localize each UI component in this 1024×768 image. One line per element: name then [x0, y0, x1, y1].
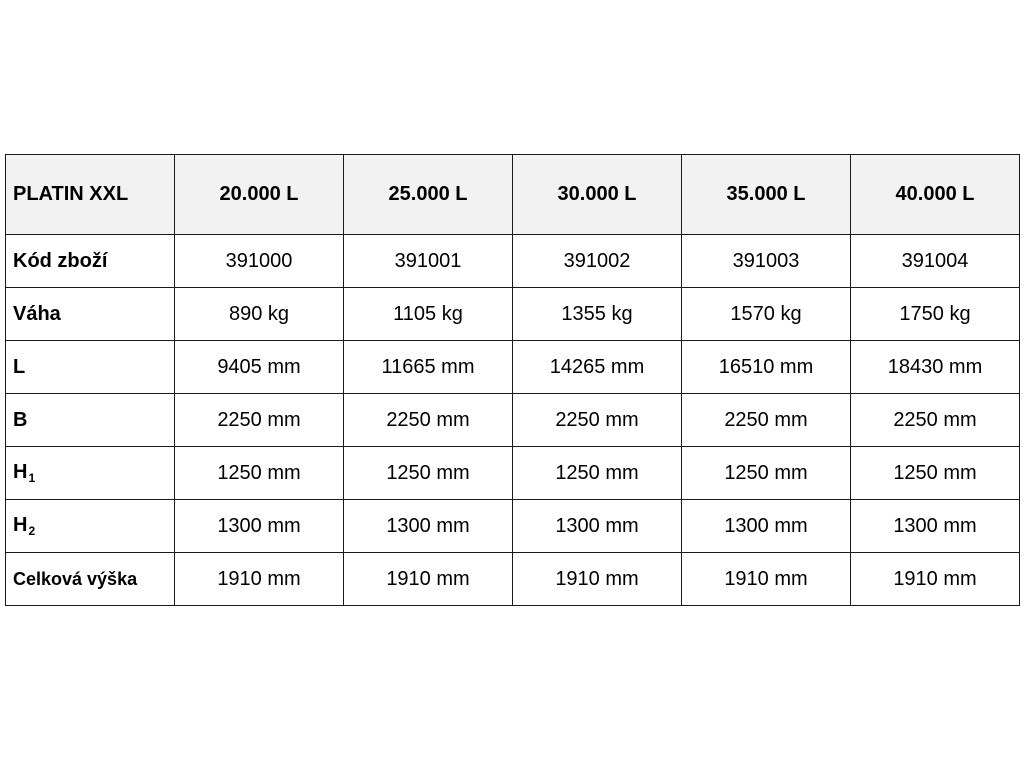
table-cell: 1250 mm: [682, 447, 851, 500]
table-cell: 11665 mm: [344, 341, 513, 394]
table-cell: 1300 mm: [851, 500, 1020, 553]
table-cell: 1300 mm: [344, 500, 513, 553]
row-label-text: B: [13, 408, 28, 431]
table-cell: 1910 mm: [513, 553, 682, 606]
table-cell: 16510 mm: [682, 341, 851, 394]
table-row: [6, 288, 1020, 341]
header-row: [6, 155, 1020, 235]
row-label: [6, 235, 175, 288]
table-cell: 14265 mm: [513, 341, 682, 394]
table-cell: 2250 mm: [851, 394, 1020, 447]
table-cell: 2250 mm: [344, 394, 513, 447]
row-label-text: Kód zboží: [13, 249, 108, 272]
column-header: 30.000 L: [513, 155, 682, 235]
table-cell: 890 kg: [175, 288, 344, 341]
row-label: [6, 394, 175, 447]
column-header: 40.000 L: [851, 155, 1020, 235]
table-cell: 1250 mm: [851, 447, 1020, 500]
row-label: [6, 447, 175, 500]
table-cell: 1570 kg: [682, 288, 851, 341]
table-row: [6, 394, 1020, 447]
row-label-text: H: [13, 461, 28, 483]
row-label-subscript: 1: [28, 471, 36, 485]
table-cell: 2250 mm: [513, 394, 682, 447]
table-cell: 1910 mm: [344, 553, 513, 606]
row-label-text: Celková výška: [13, 568, 138, 589]
table-cell: 1105 kg: [344, 288, 513, 341]
row-label-subscript: 2: [28, 524, 36, 538]
row-label-text: H: [13, 514, 28, 536]
table-row: [6, 447, 1020, 500]
table-cell: 9405 mm: [175, 341, 344, 394]
spec-table: [5, 154, 1020, 606]
table-cell: 18430 mm: [851, 341, 1020, 394]
table-cell: 1250 mm: [513, 447, 682, 500]
row-label-text: Váha: [13, 302, 61, 325]
table-row: [6, 235, 1020, 288]
column-header: 25.000 L: [344, 155, 513, 235]
table-cell: 391002: [513, 235, 682, 288]
row-label: [6, 553, 175, 606]
column-header: 35.000 L: [682, 155, 851, 235]
table-cell: 1355 kg: [513, 288, 682, 341]
table-cell: 1300 mm: [513, 500, 682, 553]
table-cell: 1750 kg: [851, 288, 1020, 341]
table-cell: 1910 mm: [175, 553, 344, 606]
table-cell: 1910 mm: [851, 553, 1020, 606]
table-row: [6, 341, 1020, 394]
table-cell: 391001: [344, 235, 513, 288]
row-label: [6, 288, 175, 341]
table-cell: 1250 mm: [344, 447, 513, 500]
table-row: [6, 500, 1020, 553]
table-cell: 391003: [682, 235, 851, 288]
row-label-text: L: [13, 355, 26, 378]
table-cell: 2250 mm: [682, 394, 851, 447]
table-cell: 1910 mm: [682, 553, 851, 606]
table-row: [6, 553, 1020, 606]
column-header: 20.000 L: [175, 155, 344, 235]
table-cell: 1300 mm: [175, 500, 344, 553]
table-cell: 2250 mm: [175, 394, 344, 447]
corner-label: PLATIN XXL: [6, 155, 175, 235]
table-cell: 1250 mm: [175, 447, 344, 500]
table-cell: 391000: [175, 235, 344, 288]
row-label: [6, 500, 175, 553]
table-cell: 1300 mm: [682, 500, 851, 553]
row-label: [6, 341, 175, 394]
table-cell: 391004: [851, 235, 1020, 288]
